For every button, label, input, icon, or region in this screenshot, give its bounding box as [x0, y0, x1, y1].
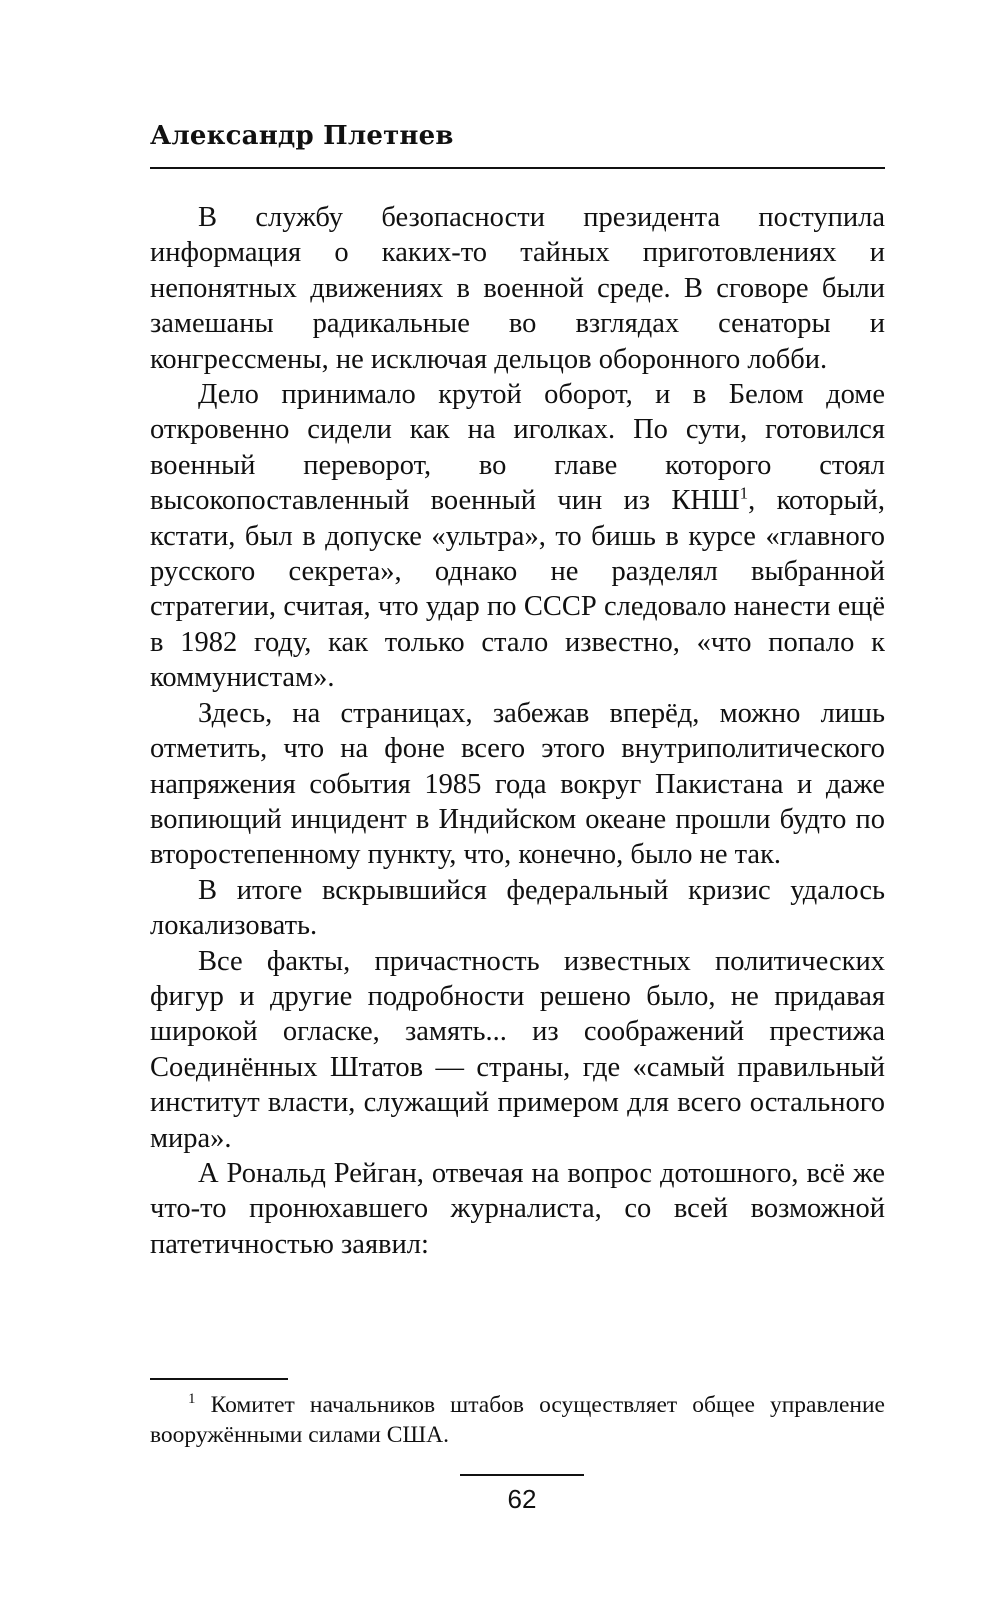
- header-rule: [150, 167, 885, 169]
- footnote-text: Комитет начальников штабов осуществляет общее управление вооружёнными силами США.: [150, 1392, 885, 1448]
- footnote: [150, 1391, 885, 1450]
- paragraph-4: В итоге вскрывшийся федеральный кризис удалось локализовать.: [150, 874, 885, 942]
- body-text: [150, 200, 885, 1262]
- paragraph-3: Здесь, на страницах, забежав вперёд, можно лишь отметить, что на фоне всего этого внутриполитического напряжения события 1985 года вокруг Пакистана и даже вопиющий инцидент в Индийском океане прошли будто по второстепенному пункту, что, конечно, было не так.: [150, 697, 885, 871]
- paragraph-6: А Рональд Рейган, отвечая на вопрос дотошного, всё же что-то пронюхавшего журналиста, со всей возможной патетичностью заявил:: [150, 1157, 885, 1260]
- folio-rule: [460, 1474, 584, 1476]
- running-head-author: Александр Плетнев: [150, 121, 454, 151]
- page-number: 62: [507, 1484, 537, 1514]
- footnote-marker: 1: [188, 1391, 196, 1408]
- paragraph-5: Все факты, причастность известных политических фигур и другие подробности решено было, не придавая широкой огласке, замять... из соображений престижа Соединённых Штатов — страны, где «самый правильный институт власти, служащий примером для всего остального мира».: [150, 945, 885, 1154]
- footnote-rule: [150, 1378, 288, 1380]
- paragraph-2-text-after-ref: , который, кстати, был в допуске «ультра», то бишь в курсе «главного русского секрета», однако не разделял выбранной стратегии, считая, что удар по СССР следовало нанести ещё в 1982 году, как только стало известно, «что попало к коммунистам».: [150, 485, 885, 694]
- footnote-reference: 1: [739, 483, 749, 503]
- paragraph-1: В службу безопасности президента поступила информация о каких-то тайных приготовлениях и непонятных движениях в военной среде. В сговоре были замешаны радикальные во взглядах сенаторы и конгрессмены, не исключая дельцов оборонного лобби.: [150, 202, 885, 375]
- paragraph-2-text-before-ref: Дело принимало крутой оборот, и в Белом доме откровенно сидели как на иголках. По сути, готовился военный переворот, во главе которого стоял высокопоставленный военный чин из КНШ: [150, 379, 885, 517]
- paragraph-2: [150, 377, 885, 696]
